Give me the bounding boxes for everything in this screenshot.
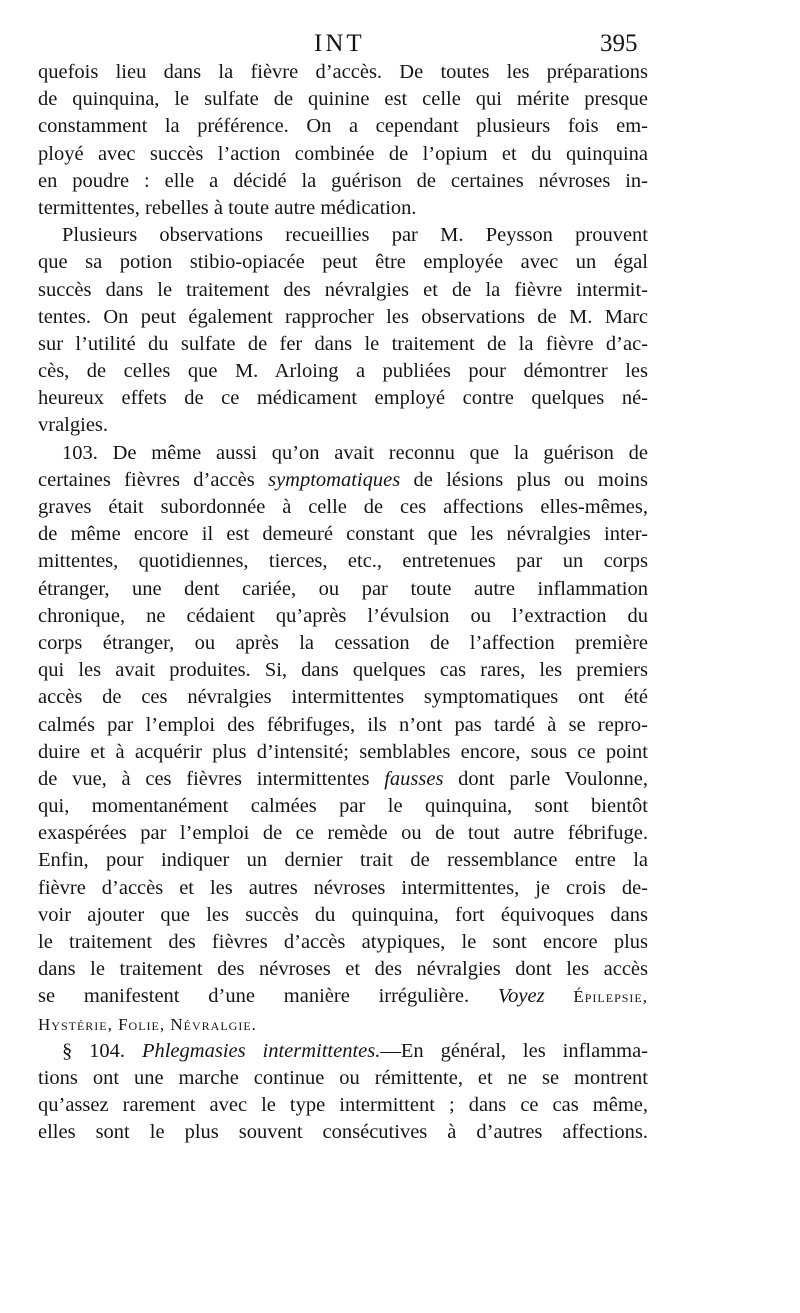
text-line: elles sont le plus souvent consécutives à d’autres affections.: [38, 1121, 648, 1144]
text-line: Plusieurs observations recueillies par M. Peysson prouvent: [62, 224, 648, 247]
text-line: cès, de celles que M. Arloing a publiées pour démontrer les: [38, 360, 648, 383]
text-line: qui les avait produites. Si, dans quelques cas rares, les premiers: [38, 659, 648, 682]
text-line: ployé avec succès l’action combinée de l’opium et du quinquina: [38, 142, 648, 165]
text-line: § 104. Phlegmasies intermittentes.—En général, les inflamma-: [62, 1039, 649, 1062]
text-line: exaspérées par l’emploi de ce remède ou de tout autre fébrifuge.: [38, 822, 648, 845]
page-number: 395: [600, 30, 638, 57]
text-line: corps étranger, ou après la cessation de l’affection première: [38, 631, 648, 654]
text-line: chronique, ne cédaient qu’après l’évulsion ou l’extraction du: [38, 604, 648, 627]
running-head: [0, 30, 800, 60]
text-line: fièvre d’accès et les autres névroses intermittentes, je crois de-: [38, 876, 648, 899]
section-heading: Phlegmasies intermittentes.: [141, 1039, 381, 1062]
text-line: étranger, une dent cariée, ou par toute autre inflammation: [38, 577, 648, 600]
cross-reference: Hystérie, Folie, Névralgie.: [38, 1014, 257, 1034]
text-line: vralgies.: [38, 414, 109, 437]
italic-term: fausses: [384, 767, 444, 790]
text-line: succès dans le traitement des névralgies et de la fièvre intermit-: [38, 278, 648, 301]
running-head-word: INT: [314, 30, 365, 57]
text-line: constamment la préférence. On a cependant plusieurs fois em-: [38, 115, 648, 138]
text-line: qui, momentanément calmées par le quinquina, sont bientôt: [38, 795, 648, 818]
text-line: mittentes, quotidiennes, tierces, etc., entretenues par un corps: [38, 550, 648, 573]
text-line: se manifestent d’une manière irrégulière. Voyez Épilepsie,: [38, 985, 648, 1008]
italic-term: symptomatiques: [268, 468, 401, 491]
text-line: voir ajouter que les succès du quinquina, fort équivoques dans: [38, 903, 648, 926]
text-line: le traitement des fièvres d’accès atypiques, le sont encore plus: [38, 931, 648, 953]
text-line: de quinquina, le sulfate de quinine est celle qui mérite presque: [38, 88, 648, 111]
text-line: calmés par l’emploi des fébrifuges, ils n’ont pas tardé à se repro-: [38, 713, 648, 736]
text-line: Enfin, pour indiquer un dernier trait de ressemblance entre la: [38, 849, 648, 872]
italic-term: Voyez: [497, 985, 545, 1008]
text-line: de vue, à ces fièvres intermittentes fausses dont parle Voulonne,: [38, 767, 648, 790]
text-line: graves était subordonnée à celle de ces affections elles-mêmes,: [38, 496, 648, 518]
text-line: sur l’utilité du sulfate de fer dans le traitement de la fièvre d’ac-: [38, 332, 648, 355]
text-line: duire et à acquérir plus d’intensité; semblables encore, sous ce point: [38, 740, 648, 763]
text-line: termittentes, rebelles à toute autre médication.: [38, 196, 417, 219]
text-line: [38, 1011, 648, 1038]
text-line: quefois lieu dans la fièvre d’accès. De toutes les préparations: [38, 61, 648, 83]
text-line: heureux effets de ce médicament employé contre quelques né-: [38, 387, 648, 410]
text-line: tions ont une marche continue ou rémittente, et ne se montrent: [38, 1066, 648, 1089]
text-line: de même encore il est demeuré constant que les névralgies inter-: [38, 523, 648, 546]
text-line: en poudre : elle a décidé la guérison de certaines névroses in-: [38, 169, 648, 192]
cross-reference: Épilepsie,: [573, 987, 648, 1007]
text-line: 103. De même aussi qu’on avait reconnu que la guérison de: [62, 441, 648, 464]
text-line: dans le traitement des névroses et des névralgies dont les accès: [38, 958, 648, 981]
text-line: accès de ces névralgies intermittentes symptomatiques ont été: [38, 686, 648, 709]
text-line: certaines fièvres d’accès symptomatiques de lésions plus ou moins: [38, 468, 648, 491]
body-text: [38, 59, 648, 1147]
text-line: que sa potion stibio-opiacée peut être employée avec un égal: [38, 251, 648, 274]
text-line: tentes. On peut également rapprocher les observations de M. Marc: [38, 305, 648, 328]
text-line: qu’assez rarement avec le type intermittent ; dans ce cas même,: [38, 1094, 648, 1117]
